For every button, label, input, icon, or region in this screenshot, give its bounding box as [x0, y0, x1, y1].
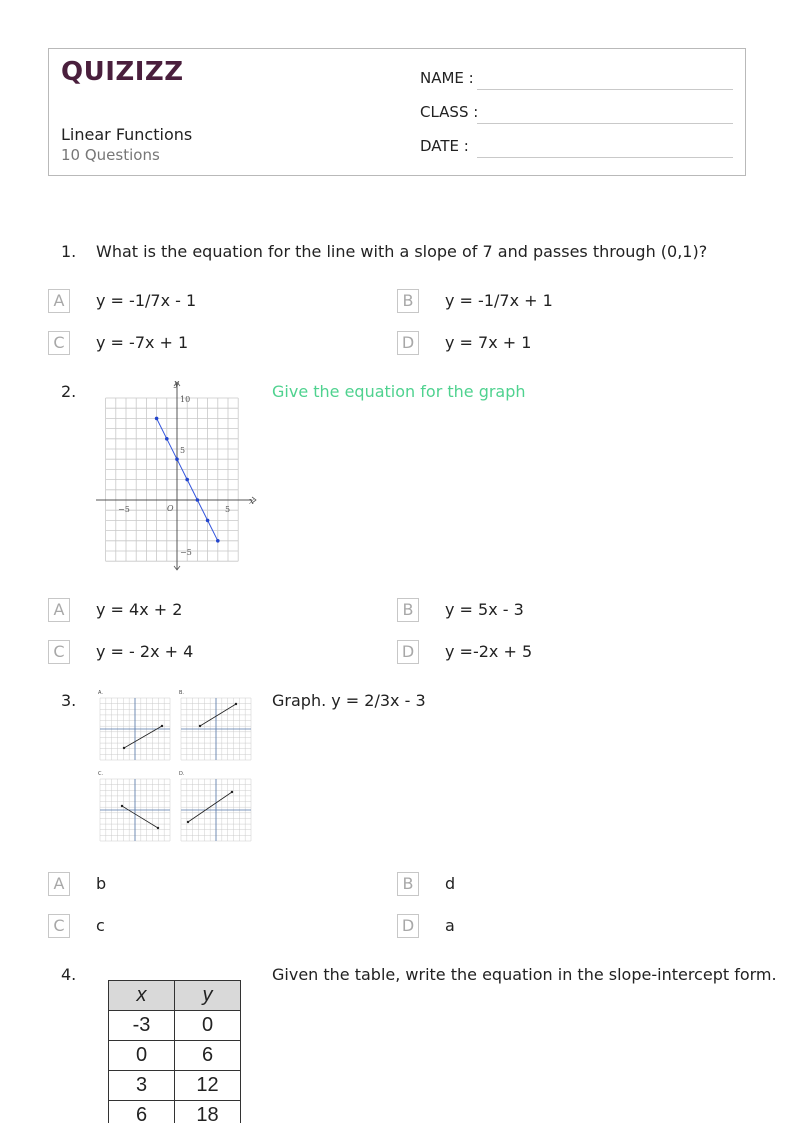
q3-graph-panel — [100, 698, 170, 760]
graph-point — [165, 437, 169, 441]
question-1-text: What is the equation for the line with a slope of 7 and passes through (0,1)? — [96, 242, 708, 261]
q1-option-c-box[interactable]: C — [48, 331, 70, 355]
q3-graph-panel — [181, 698, 251, 760]
q3-option-c-box[interactable]: C — [48, 914, 70, 938]
q3-option-b-text: d — [445, 874, 456, 893]
graph-grid — [106, 398, 239, 561]
q2-option-a-text: y = 4x + 2 — [96, 600, 183, 619]
q3-graph-d-label: D. — [179, 771, 185, 777]
q2-option-d-text: y =-2x + 5 — [445, 642, 533, 661]
q3-option-c-text: c — [96, 916, 105, 935]
table-row — [109, 1101, 241, 1123]
question-1-number: 1. — [61, 242, 77, 261]
xy-table — [108, 980, 241, 1123]
q1-option-c-text: y = -7x + 1 — [96, 333, 189, 352]
graph-tick-neg5-y: −5 — [180, 548, 192, 557]
question-2-text: Give the equation for the graph — [272, 382, 526, 401]
table-row — [109, 1041, 241, 1071]
table-cell: 6 — [109, 1101, 175, 1123]
q3-graph-panel — [100, 779, 170, 841]
question-3-graph-choices — [96, 688, 256, 848]
q3-option-d-text: a — [445, 916, 455, 935]
q3-graph-panel — [181, 779, 251, 841]
q2-option-d-box[interactable]: D — [397, 640, 419, 664]
table-row — [109, 1071, 241, 1101]
graph-point — [196, 498, 200, 502]
worksheet-question-count: 10 Questions — [61, 146, 160, 164]
table-row — [109, 1011, 241, 1041]
q1-option-d-box[interactable]: D — [397, 331, 419, 355]
date-label: DATE : — [420, 137, 469, 155]
q2-option-c-text: y = - 2x + 4 — [96, 642, 194, 661]
question-3-text: Graph. y = 2/3x - 3 — [272, 691, 426, 710]
question-3-number: 3. — [61, 691, 77, 710]
question-4-number: 4. — [61, 965, 77, 984]
table-header-y: y — [175, 981, 241, 1011]
q1-option-a-box[interactable]: A — [48, 289, 70, 313]
question-2-number: 2. — [61, 382, 77, 401]
worksheet-title: Linear Functions — [61, 125, 193, 144]
q1-option-b-text: y = -1/7x + 1 — [445, 291, 553, 310]
q3-option-d-box[interactable]: D — [397, 914, 419, 938]
graph-tick-10: 10 — [180, 395, 191, 404]
graph-tick-5-x: 5 — [225, 505, 231, 514]
q2-option-a-box[interactable]: A — [48, 598, 70, 622]
table-cell: 0 — [175, 1011, 241, 1041]
name-label: NAME : — [420, 69, 474, 87]
q1-option-d-text: y = 7x + 1 — [445, 333, 532, 352]
date-line[interactable] — [477, 157, 733, 158]
graph-point — [175, 457, 179, 461]
graph-x-axis-label: x — [249, 497, 255, 507]
q1-option-b-box[interactable]: B — [397, 289, 419, 313]
table-cell: 0 — [109, 1041, 175, 1071]
graph-tick-5: 5 — [180, 446, 186, 455]
question-2-graph — [94, 376, 258, 574]
quizizz-logo: QUIZIZZ — [61, 57, 184, 87]
q3-graph-c-label: C. — [98, 771, 104, 777]
q3-option-b-box[interactable]: B — [397, 872, 419, 896]
graph-point — [185, 478, 189, 482]
graph-point — [216, 539, 220, 543]
q3-graph-b-label: B. — [179, 690, 185, 696]
table-cell: 18 — [175, 1101, 241, 1123]
graph-y-axis-label: y — [174, 379, 180, 389]
table-cell: -3 — [109, 1011, 175, 1041]
q3-graph-a-label: A. — [98, 690, 103, 696]
table-cell: 3 — [109, 1071, 175, 1101]
q3-option-a-text: b — [96, 874, 107, 893]
name-line[interactable] — [477, 89, 733, 90]
graph-tick-neg5-x: −5 — [118, 505, 130, 514]
graph-origin: O — [167, 504, 174, 513]
table-header-row — [109, 981, 241, 1011]
q2-option-c-box[interactable]: C — [48, 640, 70, 664]
q2-option-b-text: y = 5x - 3 — [445, 600, 524, 619]
worksheet-header — [48, 48, 746, 176]
graph-point — [155, 417, 159, 421]
q2-option-b-box[interactable]: B — [397, 598, 419, 622]
table-cell: 6 — [175, 1041, 241, 1071]
class-label: CLASS : — [420, 103, 479, 121]
q3-option-a-box[interactable]: A — [48, 872, 70, 896]
question-4-text: Given the table, write the equation in the slope-intercept form. — [272, 965, 777, 984]
graph-point — [206, 519, 210, 523]
q1-option-a-text: y = -1/7x - 1 — [96, 291, 197, 310]
table-cell: 12 — [175, 1071, 241, 1101]
table-header-x: x — [109, 981, 175, 1011]
class-line[interactable] — [477, 123, 733, 124]
